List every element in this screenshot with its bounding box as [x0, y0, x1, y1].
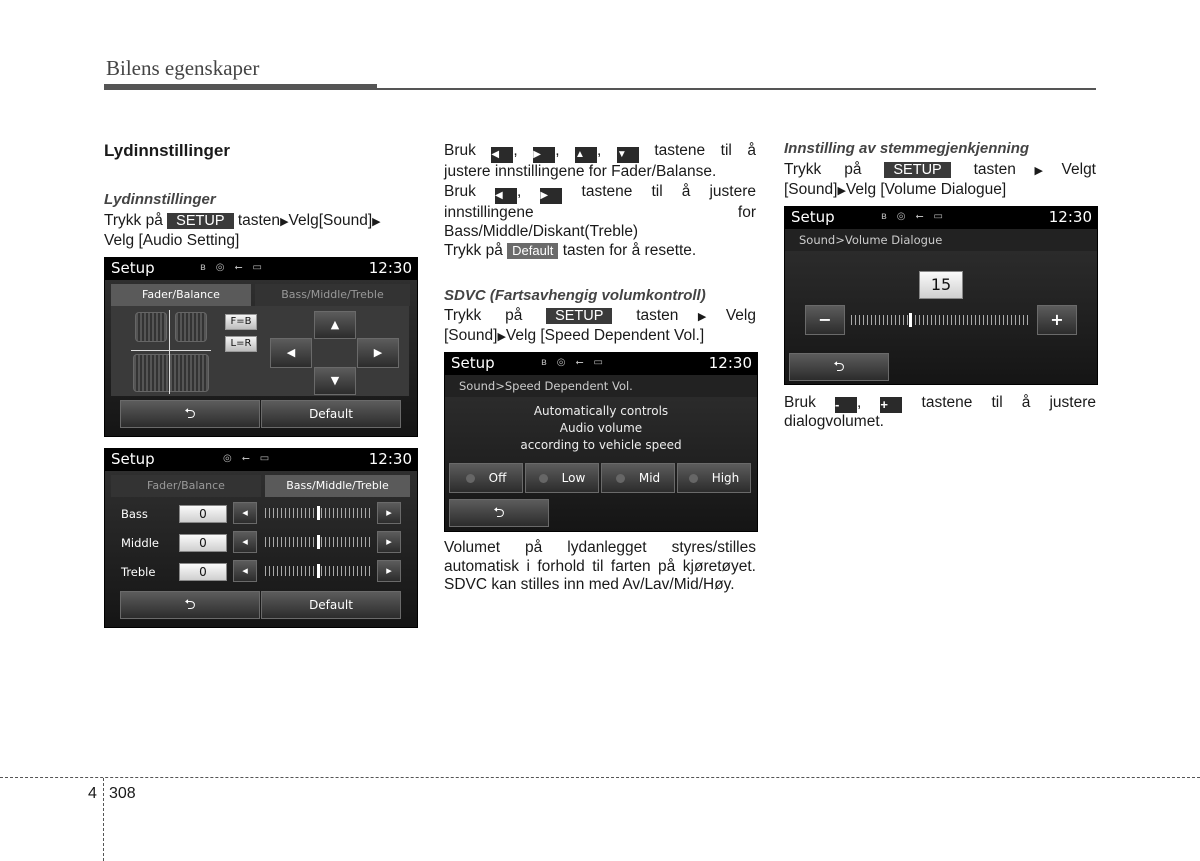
disc-icon: ◎ [223, 453, 232, 464]
bass-label: Bass [121, 507, 148, 521]
right-arrow-key: ▶ [540, 188, 562, 204]
running-header: Bilens egenskaper [106, 56, 260, 80]
aux-icon: ▭ [252, 262, 262, 273]
tab-bass-middle-treble[interactable]: Bass/Middle/Treble [265, 475, 410, 497]
seat-rear [133, 354, 209, 392]
bluetooth-icon: ʙ [541, 357, 547, 368]
tab-fader-balance[interactable]: Fader/Balance [111, 284, 251, 306]
middle-increase-button[interactable]: ▸ [377, 531, 401, 553]
disc-icon: ◎ [215, 262, 225, 273]
disc-icon: ◎ [556, 357, 566, 368]
volume-value: 15 [919, 271, 963, 299]
screen-fader-balance: Setup ʙ ◎ ⭠ ▭ 12:30 Fader/Balance Bass/Middle/Treble F=B L=R ▲ ◀ ▶ ▼ ⮌ Default [104, 257, 418, 437]
treble-label: Treble [121, 565, 156, 579]
default-key: Default [507, 243, 558, 259]
left-arrow-key: ◀ [495, 188, 517, 204]
seat-front-left [135, 312, 167, 342]
plus-key: + [880, 397, 902, 413]
paragraph-default: Trykk på Default tasten for å resette. [444, 242, 697, 259]
bass-slider-knob[interactable] [317, 506, 320, 520]
volume-increase-button[interactable]: + [1037, 305, 1077, 335]
breadcrumb: Sound>Speed Dependent Vol. [445, 375, 757, 397]
sdvc-instruction: Trykk på SETUP tasten▶Velg [Sound]▶Velg [Speed Dependent Vol.] [444, 307, 756, 344]
seat-front-right [175, 312, 207, 342]
section-heading: Lydinnstillinger [104, 141, 230, 160]
treble-slider-knob[interactable] [317, 564, 320, 578]
bass-decrease-button[interactable]: ◂ [233, 502, 257, 524]
usb-icon: ⭠ [241, 453, 250, 464]
aux-icon: ▭ [259, 453, 270, 464]
default-button[interactable]: Default [261, 400, 401, 428]
middle-value: 0 [179, 534, 227, 552]
voice-recognition-heading: Innstilling av stemmegjenkjenning [784, 140, 1030, 157]
bluetooth-icon: ʙ [200, 262, 206, 273]
back-button[interactable]: ⮌ [120, 400, 260, 428]
sdvc-off-button[interactable]: Off [449, 463, 523, 493]
default-button[interactable]: Default [261, 591, 401, 619]
breadcrumb: Sound>Volume Dialogue [785, 229, 1097, 251]
setup-key: SETUP [167, 213, 233, 229]
back-button[interactable]: ⮌ [789, 353, 889, 381]
voice-instruction: Trykk på SETUP tasten▶Velgt [Sound]▶Velg [Volume Dialogue] [784, 161, 1096, 198]
sdvc-description: Volumet på lydanlegget styres/stilles automatisk i forhold til farten på kjøretøyet. SDVC kan stilles inn med Av/Lav/Mid/Høy. [444, 539, 756, 593]
down-arrow-key: ▼ [617, 147, 639, 163]
usb-icon: ⭠ [575, 357, 584, 368]
page-number: 308 [109, 785, 136, 802]
usb-icon: ⭠ [234, 262, 243, 273]
volume-decrease-button[interactable]: − [805, 305, 845, 335]
treble-value: 0 [179, 563, 227, 581]
subsection-heading: Lydinnstillinger [104, 191, 216, 208]
middle-decrease-button[interactable]: ◂ [233, 531, 257, 553]
volume-slider[interactable] [851, 315, 1031, 325]
bluetooth-icon: ʙ [881, 211, 887, 222]
balance-center-button[interactable]: L=R [225, 336, 257, 352]
sdvc-heading: SDVC (Fartsavhengig volumkontroll) [444, 287, 706, 304]
right-arrow-key: ▶ [533, 147, 555, 163]
middle-slider-knob[interactable] [317, 535, 320, 549]
balance-right-button[interactable]: ▶ [357, 338, 399, 368]
screen-volume-dialogue: Setup ʙ ◎ ⭠ ▭ 12:30 Sound>Volume Dialogue 15 − + ⮌ [784, 206, 1098, 385]
aux-icon: ▭ [933, 211, 943, 222]
chapter-number: 4 [88, 785, 97, 802]
fader-center-button[interactable]: F=B [225, 314, 257, 330]
treble-decrease-button[interactable]: ◂ [233, 560, 257, 582]
bass-increase-button[interactable]: ▸ [377, 502, 401, 524]
paragraph-fader-balance: Bruk ◀ , ▶ , ▲ , ▼ tastene til å justere innstillingene for Fader/Balanse. [444, 142, 756, 180]
tab-fader-balance[interactable]: Fader/Balance [111, 475, 261, 497]
screen-bass-middle-treble: Setup ◎ ⭠ ▭ 12:30 Fader/Balance Bass/Middle/Treble Bass 0 ◂ ▸ Middle 0 ◂ ▸ Treble 0 ◂ ▸ ⮌ Default [104, 448, 418, 628]
up-arrow-key: ▲ [575, 147, 597, 163]
header-rule-thick [104, 84, 377, 90]
volume-adjust-text: Bruk - , + tastene til å justere dialogvolumet. [784, 394, 1096, 430]
middle-label: Middle [121, 536, 159, 550]
setup-key: SETUP [884, 162, 950, 178]
back-button[interactable]: ⮌ [449, 499, 549, 527]
volume-slider-knob[interactable] [909, 313, 912, 327]
header-rule-thin [377, 88, 1096, 90]
aux-icon: ▭ [593, 357, 603, 368]
sdvc-mid-button[interactable]: Mid [601, 463, 675, 493]
bass-value: 0 [179, 505, 227, 523]
disc-icon: ◎ [896, 211, 906, 222]
instruction-text: Trykk på SETUP tasten▶Velg[Sound]▶ Velg [Audio Setting] [104, 212, 381, 249]
treble-increase-button[interactable]: ▸ [377, 560, 401, 582]
sdvc-message: Automatically controls Audio volume according to vehicle speed [520, 404, 682, 452]
fader-up-button[interactable]: ▲ [314, 311, 356, 339]
tab-bass-middle-treble[interactable]: Bass/Middle/Treble [255, 284, 410, 306]
usb-icon: ⭠ [915, 211, 924, 222]
left-arrow-key: ◀ [491, 147, 513, 163]
fader-down-button[interactable]: ▼ [314, 367, 356, 395]
back-button[interactable]: ⮌ [120, 591, 260, 619]
sdvc-high-button[interactable]: High [677, 463, 751, 493]
minus-key: - [835, 397, 857, 413]
setup-key: SETUP [546, 308, 612, 324]
balance-left-button[interactable]: ◀ [270, 338, 312, 368]
paragraph-bass-treble: Bruk ◀ , ▶ tastene til å justere innstillingene for Bass/Middle/Diskant(Treble) [444, 183, 756, 240]
sdvc-low-button[interactable]: Low [525, 463, 599, 493]
screen-sdvc: Setup ʙ ◎ ⭠ ▭ 12:30 Sound>Speed Dependent Vol. Automatically controls Audio volume according to vehicle speed Off Low Mid High ⮌ [444, 352, 758, 532]
footer-divider [103, 778, 104, 861]
footer-rule [0, 777, 1200, 778]
